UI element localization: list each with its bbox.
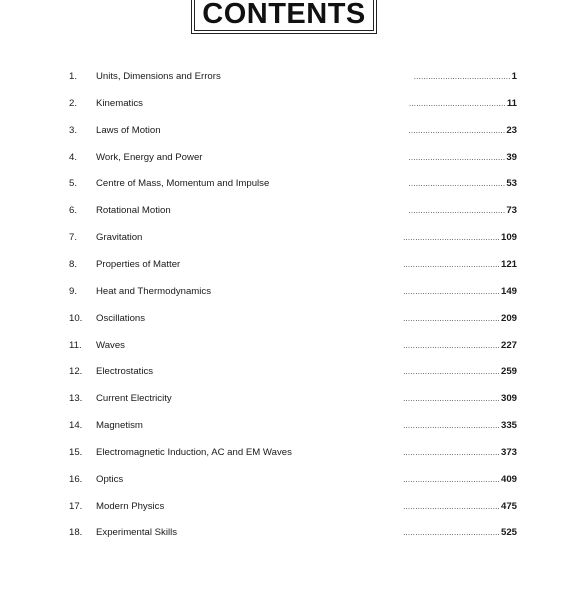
toc-entry-title: Modern Physics <box>96 500 165 512</box>
toc-dot-leader: ........................................ <box>403 447 500 457</box>
toc-entry-title: Properties of Matter <box>96 258 181 270</box>
toc-dot-leader: ........................................ <box>403 367 500 377</box>
toc-entry-page-group <box>403 499 517 515</box>
toc-dot-leader: ........................................ <box>408 179 506 189</box>
toc-entry-title: Optics <box>96 473 124 485</box>
toc-entry[interactable] <box>0 338 569 354</box>
toc-entry-page-number: 39 <box>506 151 517 163</box>
toc-entry-number: 4. <box>69 151 78 163</box>
toc-entry-page-number: 227 <box>500 339 517 351</box>
toc-entry-number: 5. <box>69 178 78 190</box>
toc-entry-number: 3. <box>69 124 78 136</box>
toc-entry[interactable] <box>0 150 569 166</box>
toc-entry-page-group <box>403 284 517 300</box>
toc-dot-leader: ........................................ <box>408 152 506 162</box>
toc-entry-page-number: 259 <box>500 366 517 378</box>
toc-dot-leader: ........................................ <box>408 98 506 108</box>
toc-entry-page-number: 525 <box>500 527 517 539</box>
toc-entry[interactable] <box>0 257 569 273</box>
toc-dot-leader: ........................................ <box>408 125 506 135</box>
toc-entry-title: Rotational Motion <box>96 205 171 217</box>
toc-dot-leader: ........................................ <box>403 313 500 323</box>
toc-dot-leader: ........................................ <box>403 421 500 431</box>
toc-entry-page-group <box>403 338 517 354</box>
toc-entry[interactable] <box>0 311 569 327</box>
toc-entry-page-group <box>403 445 517 461</box>
toc-entry-page-group <box>408 123 517 139</box>
toc-entry-page-group <box>408 176 517 192</box>
toc-entry-number: 10. <box>69 312 83 324</box>
toc-entry[interactable] <box>0 499 569 515</box>
toc-entry-title: Oscillations <box>96 312 146 324</box>
toc-entry-page-group <box>403 364 517 380</box>
toc-entry-page-group <box>403 418 517 434</box>
toc-entry[interactable] <box>0 203 569 219</box>
toc-entry-page-group <box>408 203 517 219</box>
toc-entry-page-group <box>413 69 517 85</box>
toc-entry-title: Laws of Motion <box>96 124 161 136</box>
toc-entry-number: 16. <box>69 473 83 485</box>
toc-dot-leader: ........................................ <box>403 394 500 404</box>
toc-entry-page-number: 109 <box>500 232 517 244</box>
toc-entry[interactable] <box>0 472 569 488</box>
toc-entry-number: 18. <box>69 527 83 539</box>
page-title-inner-border <box>194 0 374 31</box>
toc-entry-title: Units, Dimensions and Errors <box>96 71 221 82</box>
toc-entry-title: Magnetism <box>96 420 143 432</box>
toc-dot-leader: ........................................ <box>403 528 500 538</box>
toc-entry-number: 12. <box>69 366 83 378</box>
toc-entry-page-number: 23 <box>506 124 517 136</box>
toc-entry-title: Experimental Skills <box>96 527 178 539</box>
toc-entry-title: Work, Energy and Power <box>96 151 203 163</box>
toc-entry-number: 11. <box>69 339 82 351</box>
toc-entry-title: Centre of Mass, Momentum and Impulse <box>96 178 270 190</box>
toc-entry-number: 9. <box>69 285 78 297</box>
toc-dot-leader: ........................................ <box>403 340 500 350</box>
toc-entry-page-number: 335 <box>500 420 517 432</box>
toc-entry-number: 6. <box>69 205 78 217</box>
toc-entry-title: Kinematics <box>96 97 143 109</box>
toc-entry-number: 14. <box>69 420 83 432</box>
toc-entry-page-group <box>403 311 517 327</box>
page-title: CONTENTS <box>202 0 366 30</box>
toc-entry-title: Waves <box>96 339 125 351</box>
toc-entry-page-group <box>408 150 517 166</box>
toc-entry-page-group <box>403 230 517 246</box>
toc-entry-number: 7. <box>69 232 78 244</box>
toc-entry[interactable] <box>0 123 569 139</box>
toc-entry-title: Electrostatics <box>96 366 154 378</box>
toc-entry-title: Heat and Thermodynamics <box>96 285 212 297</box>
toc-entry[interactable] <box>0 96 569 112</box>
toc-entry-page-number: 475 <box>500 500 517 512</box>
toc-entry-page-number: 409 <box>500 473 517 485</box>
toc-entry-number: 8. <box>69 258 78 270</box>
toc-entry[interactable] <box>0 284 569 300</box>
toc-entry-page-number: 53 <box>506 178 517 190</box>
toc-entry-page-number: 73 <box>506 205 517 217</box>
toc-entry[interactable] <box>0 230 569 246</box>
toc-entry-page-number: 209 <box>500 312 517 324</box>
toc-entry-title: Gravitation <box>96 232 143 244</box>
toc-entry-page-number: 11 <box>506 97 517 109</box>
toc-entry-page-number: 309 <box>500 393 517 405</box>
toc-entry[interactable] <box>0 391 569 407</box>
toc-dot-leader: ........................................ <box>403 286 500 296</box>
toc-dot-leader: ........................................ <box>408 206 506 216</box>
toc-entry[interactable] <box>0 364 569 380</box>
toc-entry-number: 17. <box>69 500 83 512</box>
toc-entry-page-number: 149 <box>500 285 517 297</box>
toc-entry-number: 15. <box>69 446 83 458</box>
toc-entry[interactable] <box>0 445 569 461</box>
toc-dot-leader: ........................................ <box>403 501 500 511</box>
toc-dot-leader: ........................................ <box>403 233 500 243</box>
toc-entry-page-number: 121 <box>500 258 517 270</box>
toc-entry-number: 2. <box>69 97 78 109</box>
toc-entry-page-group <box>403 525 517 541</box>
toc-entry-page-group <box>403 472 517 488</box>
toc-dot-leader: ........................................ <box>413 72 511 81</box>
toc-entry[interactable] <box>0 69 569 85</box>
toc-entry-page-group <box>403 391 517 407</box>
toc-dot-leader: ........................................ <box>403 259 500 269</box>
toc-dot-leader: ........................................ <box>403 474 500 484</box>
toc-entry-page-number: 1 <box>511 71 517 82</box>
toc-entry-page-group <box>403 257 517 273</box>
toc-entry-number: 1. <box>69 71 78 82</box>
toc-entry-title: Electromagnetic Induction, AC and EM Waves <box>96 446 292 458</box>
toc-entry-title: Current Electricity <box>96 393 172 405</box>
toc-entry[interactable] <box>0 525 569 541</box>
toc-entry[interactable] <box>0 176 569 192</box>
toc-entry-page-number: 373 <box>500 446 517 458</box>
toc-entry[interactable] <box>0 418 569 434</box>
page-title-box <box>191 0 377 34</box>
toc-entry-page-group <box>408 96 517 112</box>
toc-entry-number: 13. <box>69 393 83 405</box>
